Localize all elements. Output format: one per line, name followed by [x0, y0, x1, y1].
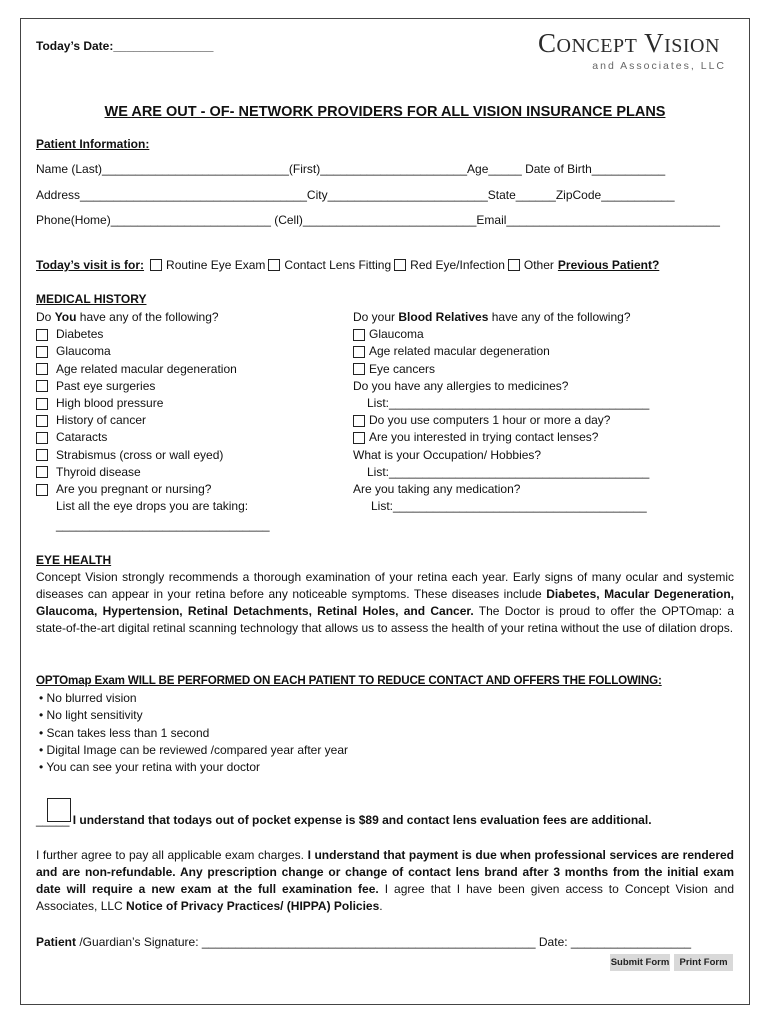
list-item: Eye cancers: [353, 361, 649, 378]
visit-label: Today’s visit is for:: [36, 258, 145, 272]
signature-patient-label: Patient: [36, 935, 77, 949]
list-item: • You can see your retina with your doctor: [39, 760, 260, 775]
list-item: Diabetes: [36, 326, 270, 343]
medication-list-field[interactable]: List:______________________________________: [371, 499, 647, 514]
list-item: Are you interested in trying contact lenses?: [353, 429, 649, 446]
computers-checkbox[interactable]: [353, 415, 365, 427]
signature-rest: /Guardian’s Signature: __________________________________________________ Date: __________________: [76, 935, 692, 949]
list-item: Strabismus (cross or wall eyed): [36, 447, 270, 464]
pregnant-checkbox[interactable]: [36, 484, 48, 496]
todays-date-field[interactable]: Today’s Date:_______________: [36, 39, 214, 53]
logo-v: V: [644, 28, 665, 58]
acknowledge-text: I understand that todays out of pocket expense is $89 and contact lens evaluation fees are additional.: [69, 813, 652, 827]
list-item: • No light sensitivity: [39, 708, 143, 723]
list-item: • Digital Image can be reviewed /compared year after year: [39, 742, 349, 757]
visit-option: Routine Eye Exam: [166, 258, 266, 272]
allergies-list-field[interactable]: List:_______________________________________: [367, 396, 650, 411]
medical-history-heading: MEDICAL HISTORY: [36, 292, 147, 306]
optomap-heading: OPTOmap Exam WILL BE PERFORMED ON EACH PATIENT TO REDUCE CONTACT AND OFFERS THE FOLLOWING:: [36, 674, 662, 687]
name-dob-line[interactable]: Name (Last)____________________________(First)______________________Age_____ Date of Birth___________: [36, 162, 666, 176]
other-checkbox[interactable]: [508, 259, 520, 271]
list-item: Age related macular degeneration: [353, 343, 649, 360]
eye-health-heading: EYE HEALTH: [36, 553, 112, 567]
medication-question: Are you taking any medication?: [353, 482, 521, 497]
cataracts-checkbox[interactable]: [36, 432, 48, 444]
eye-drops-label: List all the eye drops you are taking:: [56, 499, 249, 514]
thyroid-checkbox[interactable]: [36, 466, 48, 478]
eye-health-paragraph: Concept Vision strongly recommends a thorough examination of your retina each year. Early signs of many ocular and systemic diseases can appear in your retina before any noticeable symptoms. These diseases include Diabetes, Macular Degeneration, Glaucoma, Hypertension, Retinal Detachments, Retinal Holes, and Cancer. The Doctor is proud to offer the OPTOmap: a state-of-the-art digital retinal scanning technology that allows us to assess the health of your retina without the use of dilation drops.: [36, 570, 735, 635]
relative-macular-checkbox[interactable]: [353, 346, 365, 358]
blood-pressure-checkbox[interactable]: [36, 398, 48, 410]
contact-lens-checkbox[interactable]: [268, 259, 280, 271]
logo-subtitle: and Associates, LLC: [592, 60, 726, 72]
signature-line[interactable]: [36, 935, 691, 949]
you-question: Do You have any of the following?: [36, 310, 219, 324]
allergies-question: Do you have any allergies to medicines?: [353, 378, 569, 393]
surgeries-checkbox[interactable]: [36, 380, 48, 392]
diabetes-checkbox[interactable]: [36, 329, 48, 341]
concept-vision-logo: [538, 30, 738, 72]
list-item: Age related macular degeneration: [36, 361, 270, 378]
contacts-checkbox[interactable]: [353, 432, 365, 444]
print-form-button[interactable]: Print Form: [674, 954, 733, 971]
list-item: Thyroid disease: [36, 464, 270, 481]
acknowledge-blank: _____: [36, 813, 70, 827]
list-item: Cataracts: [36, 429, 270, 446]
occupation-question: What is your Occupation/ Hobbies?: [353, 447, 542, 462]
optomap-benefits: [39, 690, 348, 776]
visit-option: Red Eye/Infection: [410, 258, 505, 272]
list-item: • No blurred vision: [39, 691, 137, 705]
cancer-checkbox[interactable]: [36, 415, 48, 427]
glaucoma-checkbox[interactable]: [36, 346, 48, 358]
visit-option: Contact Lens Fitting: [284, 258, 392, 272]
relative-eye-cancer-checkbox[interactable]: [353, 363, 365, 375]
page-title: WE ARE OUT - OF- NETWORK PROVIDERS FOR ALL VISION INSURANCE PLANS: [104, 104, 666, 120]
previous-patient-label: Previous Patient?: [557, 258, 660, 272]
visit-option: Other: [523, 258, 554, 272]
occupation-list-field[interactable]: List:_______________________________________: [367, 464, 650, 479]
list-item: Glaucoma: [353, 326, 649, 343]
logo-oncept: ONCEPT: [556, 35, 638, 57]
left-column: [36, 309, 270, 535]
relative-glaucoma-checkbox[interactable]: [353, 329, 365, 341]
eye-drops-line[interactable]: ________________________________: [56, 518, 270, 533]
visit-type-row: [36, 258, 659, 272]
agreement-paragraph: I further agree to pay all applicable exam charges. I understand that payment is due when professional services are rendered and are non-refundable. Any prescription change or change of contact lens brand after 3 months from the initial exam date will require a new exam at the full examination fee. I agree that I have been given access to Concept Vision and Associates, LLC Notice of Privacy Practices/ (HIPPA) Policies.: [36, 848, 734, 913]
logo-c: C: [538, 28, 557, 58]
list-item: • Scan takes less than 1 second: [39, 725, 210, 740]
red-eye-checkbox[interactable]: [394, 259, 406, 271]
submit-form-button[interactable]: Submit Form: [610, 954, 670, 971]
patient-info-heading: Patient Information:: [36, 137, 150, 151]
logo-ision: ISION: [664, 35, 720, 57]
macular-checkbox[interactable]: [36, 363, 48, 375]
list-item: Are you pregnant or nursing?: [36, 481, 270, 498]
list-item: Past eye surgeries: [36, 378, 270, 395]
address-line[interactable]: Address__________________________________City________________________State______ZipCode___________: [36, 188, 675, 202]
list-item: Do you use computers 1 hour or more a day?: [353, 412, 649, 429]
list-item: Glaucoma: [36, 343, 270, 360]
relatives-question: Do your Blood Relatives have any of the following?: [353, 310, 631, 324]
acknowledge-row: [36, 813, 652, 827]
phone-email-line[interactable]: Phone(Home)________________________ (Cell)__________________________Email________________________________: [36, 213, 720, 227]
right-column: [353, 309, 649, 515]
strabismus-checkbox[interactable]: [36, 449, 48, 461]
routine-exam-checkbox[interactable]: [150, 259, 162, 271]
list-item: History of cancer: [36, 412, 270, 429]
list-item: High blood pressure: [36, 395, 270, 412]
